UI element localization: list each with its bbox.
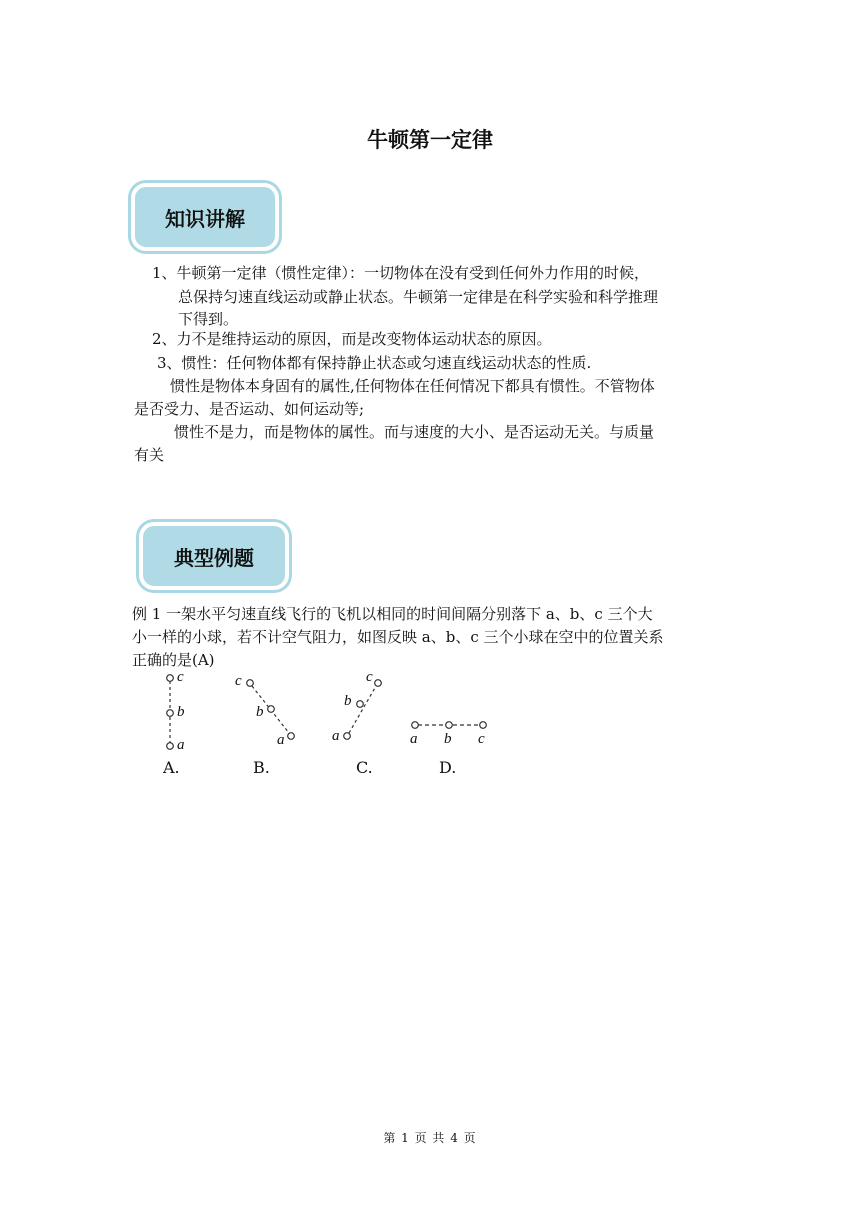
knowledge-line-3: 下得到。 [178, 310, 239, 328]
option-a-label-c: c [177, 669, 184, 685]
knowledge-line-1: 1、牛顿第一定律（惯性定律）：一切物体在没有受到任何外力作用的时候， [152, 264, 650, 282]
option-d-label: D. [439, 758, 457, 777]
knowledge-line-2: 总保持匀速直线运动或静止状态。牛顿第一定律是在科学实验和科学推理 [178, 288, 659, 306]
option-c-dashed-line [349, 686, 376, 733]
option-d-label-c: c [478, 731, 485, 747]
example-question-line-3: 正确的是(A) [132, 651, 215, 669]
page-title: 牛顿第一定律 [367, 128, 493, 152]
option-b-label: B. [253, 758, 270, 777]
option-c-label-c: c [366, 669, 373, 685]
option-b-ball-c [247, 680, 254, 687]
knowledge-line-7: 是否受力、是否运动、如何运动等; [134, 400, 365, 418]
option-b-label-a: a [277, 732, 285, 748]
option-c-label-a: a [332, 728, 340, 744]
example-question-line-2: 小一样的小球，若不计空气阻力，如图反映 a、b、c 三个小球在空中的位置关系 [132, 628, 664, 646]
option-a-label-b: b [177, 704, 185, 720]
example-question-line-1: 例 1 一架水平匀速直线飞行的飞机以相同的时间间隔分别落下 a、b、c 三个大 [132, 605, 653, 623]
option-a-ball-a [167, 743, 174, 750]
section-heading-knowledge-text: 知识讲解 [165, 206, 245, 231]
option-d-ball-c [480, 722, 487, 729]
option-d-label-a: a [410, 731, 418, 747]
option-c-label: C. [356, 758, 373, 777]
option-b-label-c: c [235, 673, 242, 689]
option-b-ball-b [268, 706, 275, 713]
knowledge-line-5: 3、惯性：任何物体都有保持静止状态或匀速直线运动状态的性质. [157, 354, 592, 372]
option-b-label-b: b [256, 704, 264, 720]
option-c-label-b: b [344, 693, 352, 709]
page-footer: 第 1 页 共 4 页 [383, 1131, 477, 1145]
option-c-ball-c [375, 680, 382, 687]
option-d-label-b: b [444, 731, 452, 747]
section-heading-examples-text: 典型例题 [174, 545, 254, 570]
option-a-ball-b [167, 710, 174, 717]
knowledge-line-4: 2、力不是维持运动的原因，而是改变物体运动状态的原因。 [152, 330, 552, 348]
option-d-ball-a [412, 722, 419, 729]
option-a-ball-c [167, 675, 174, 682]
option-b-ball-a [288, 733, 295, 740]
option-c-ball-a [344, 733, 351, 740]
option-d-ball-b [446, 722, 453, 729]
option-a-label: A. [163, 758, 180, 777]
option-c-ball-b [357, 701, 364, 708]
option-a-label-a: a [177, 737, 185, 753]
knowledge-line-8: 惯性不是力，而是物体的属性。而与速度的大小、是否运动无关。与质量 [174, 423, 655, 441]
knowledge-line-6: 惯性是物体本身固有的属性,任何物体在任何情况下都具有惯性。不管物体 [170, 377, 655, 395]
knowledge-line-9: 有关 [134, 446, 165, 464]
